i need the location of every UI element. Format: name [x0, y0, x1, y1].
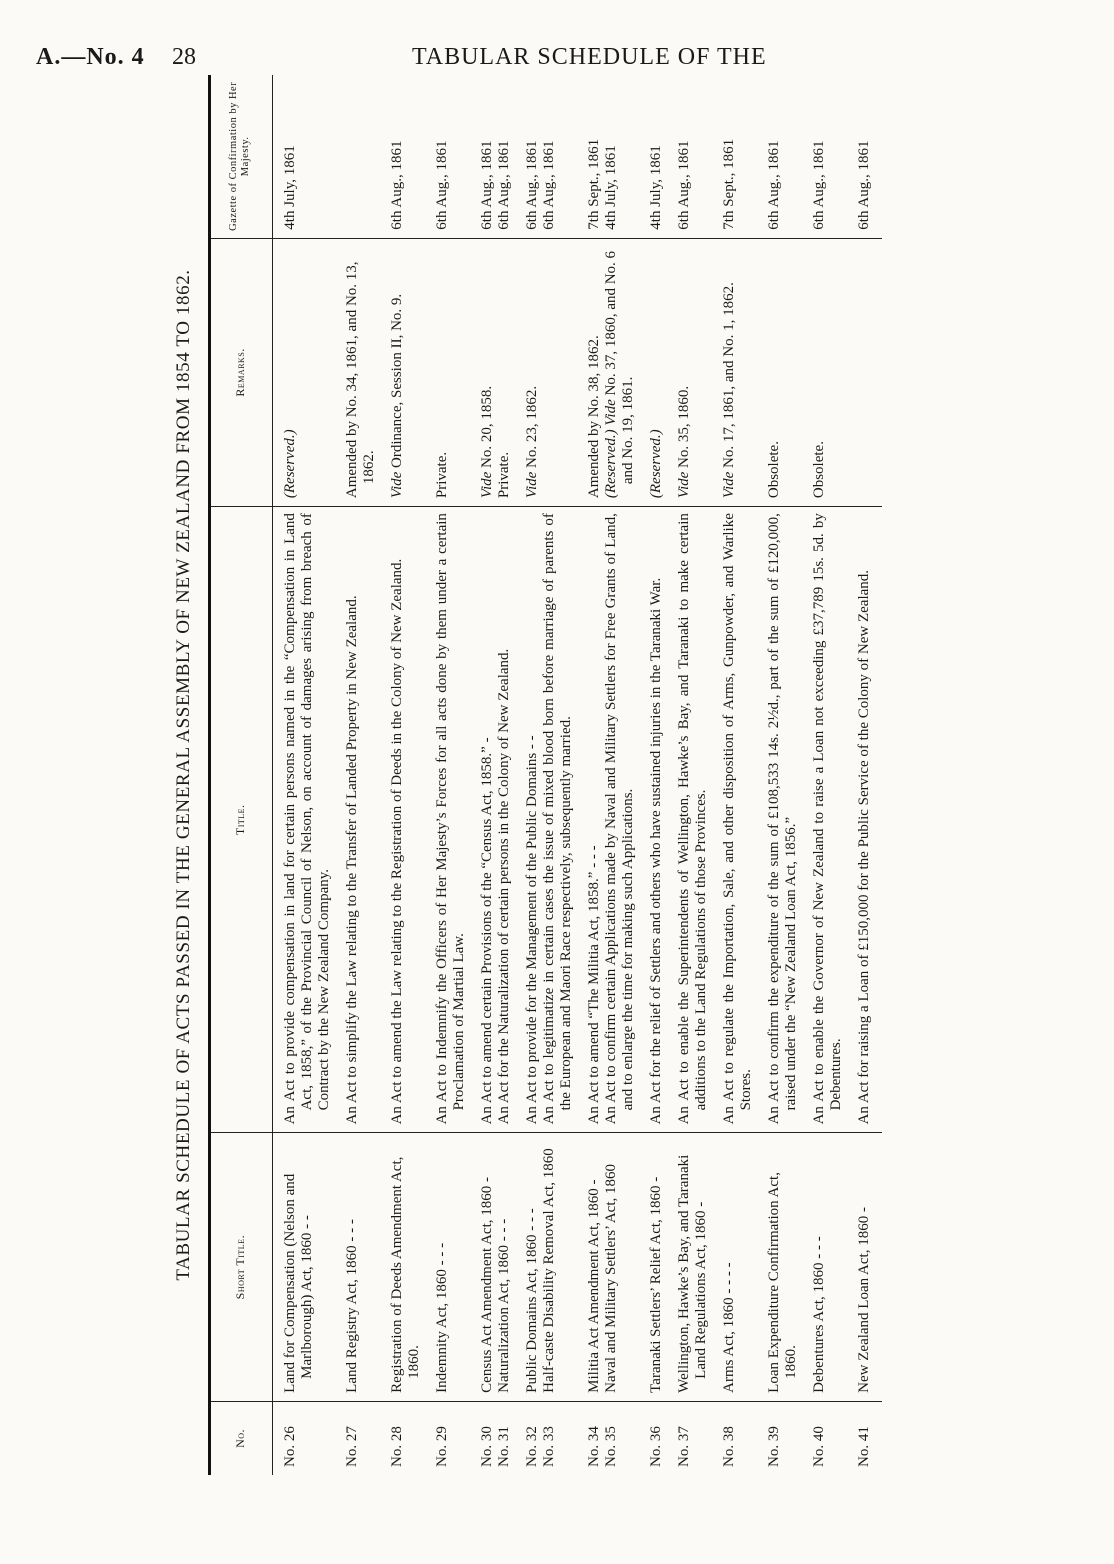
act-gazette-date-cell [674, 75, 719, 238]
act-remarks: Vide No. 23, 1862. [524, 385, 540, 499]
act-title: An Act for the relief of Settlers and others who have sustained injuries in the Taranaki War. [648, 577, 664, 1125]
act-title-cell [809, 507, 854, 1133]
act-title: An Act for raising a Loan of £150,000 for the Public Service of the Colony of New Zealand. [856, 569, 872, 1125]
column-header-gazette: Gazette of Confirmation by Her Majesty. [208, 75, 273, 238]
act-remarks-cell [342, 238, 387, 506]
act-title-cell [764, 507, 809, 1133]
act-gazette-date: 6th Aug., 1861 [496, 140, 512, 230]
page-number: 28 [172, 44, 196, 70]
act-short-title-cell [342, 1133, 387, 1401]
act-remarks-cell [809, 238, 854, 506]
act-number: No. 41 [856, 1426, 872, 1467]
acts-schedule-table [208, 75, 882, 1475]
table-row [432, 75, 477, 1475]
column-header-short-title: Short Title. [208, 1133, 273, 1401]
act-remarks: Amended by No. 38, 1862. [586, 335, 602, 499]
act-remarks-cell [522, 238, 584, 506]
act-title-cell [674, 507, 719, 1133]
act-title-cell [477, 507, 522, 1133]
act-gazette-date: 6th Aug., 1861 [541, 140, 557, 230]
act-remarks-cell [584, 238, 646, 506]
act-number: No. 35 [603, 1426, 619, 1467]
act-number-cell [854, 1401, 882, 1475]
act-short-title: Taranaki Settlers’ Relief Act, 1860 - [648, 1176, 664, 1393]
act-title-cell [432, 507, 477, 1133]
act-remarks: (Reserved.) [282, 429, 298, 499]
act-gazette-date: 4th July, 1861 [648, 145, 664, 230]
act-gazette-date-cell [432, 75, 477, 238]
act-number: No. 34 [586, 1426, 602, 1467]
act-short-title-cell [477, 1133, 522, 1401]
act-remarks-cell [646, 238, 674, 506]
act-gazette-date-cell [477, 75, 522, 238]
act-gazette-date-cell [273, 75, 343, 238]
table-body [273, 75, 883, 1475]
act-number-cell [522, 1401, 584, 1475]
table-row [674, 75, 719, 1475]
act-title: An Act to amend the Law relating to the Registration of Deeds in the Colony of New Zealand. [389, 558, 405, 1125]
act-number-cell [387, 1401, 432, 1475]
act-gazette-date-cell [342, 75, 387, 238]
act-number-cell [674, 1401, 719, 1475]
act-number: No. 37 [676, 1426, 692, 1467]
act-gazette-date: 6th Aug., 1861 [524, 140, 540, 230]
act-title: An Act to enable the Governor of New Zealand to raise a Loan not exceeding £37,789 15s. 5d. by Debentures. [811, 513, 844, 1125]
act-short-title-cell [764, 1133, 809, 1401]
act-short-title: Half-caste Disability Removal Act, 1860 [541, 1148, 557, 1393]
act-title-cell [584, 507, 646, 1133]
act-gazette-date-cell [387, 75, 432, 238]
act-number: No. 33 [541, 1426, 557, 1467]
act-title: An Act to enable the Superintendents of Wellington, Hawke’s Bay, and Taranaki to make certain additions to the Land Regulations of those Provinces. [676, 513, 709, 1125]
act-short-title: Militia Act Amendment Act, 1860 - [586, 1179, 602, 1393]
act-short-title: Naturalization Act, 1860 - - - [496, 1218, 512, 1393]
act-number: No. 32 [524, 1426, 540, 1467]
act-short-title: Loan Expenditure Confirmation Act, 1860. [766, 1172, 799, 1393]
act-title: An Act to Indemnify the Officers of Her Majesty’s Forces for all acts done by them under a certain Proclamation of Martial Law. [434, 513, 467, 1125]
act-title: An Act to regulate the Importation, Sale, and other disposition of Arms, Gunpowder, and Warlike Stores. [721, 513, 754, 1125]
table-row [764, 75, 809, 1475]
act-short-title-cell [387, 1133, 432, 1401]
act-number-cell [719, 1401, 764, 1475]
act-number-cell [646, 1401, 674, 1475]
act-gazette-date: 7th Sept., 1861 [586, 138, 602, 230]
act-remarks-cell [477, 238, 522, 506]
act-number: No. 26 [282, 1426, 298, 1467]
act-remarks-cell [674, 238, 719, 506]
document-reference: A.—No. 4 [36, 44, 145, 70]
act-number-cell [584, 1401, 646, 1475]
act-remarks: Vide No. 17, 1861, and No. 1, 1862. [721, 282, 737, 499]
table-row [854, 75, 882, 1475]
act-gazette-date-cell [854, 75, 882, 238]
table-header-row [208, 75, 273, 1475]
act-number: No. 30 [479, 1426, 495, 1467]
act-remarks-cell [387, 238, 432, 506]
act-short-title-cell [719, 1133, 764, 1401]
rotated-schedule [160, 75, 990, 1475]
act-short-title-cell [809, 1133, 854, 1401]
act-number: No. 29 [434, 1426, 450, 1467]
table-row [719, 75, 764, 1475]
act-remarks: Vide Ordinance, Session II, No. 9. [389, 293, 405, 499]
act-short-title-cell [432, 1133, 477, 1401]
act-title-cell [522, 507, 584, 1133]
act-number-cell [477, 1401, 522, 1475]
act-short-title: New Zealand Loan Act, 1860 - [856, 1207, 872, 1393]
act-number-cell [342, 1401, 387, 1475]
table-caption: TABULAR SCHEDULE OF ACTS PASSED IN THE GENERAL ASSEMBLY OF NEW ZEALAND FROM 1854 TO 1862. [173, 269, 194, 1281]
act-short-title-cell [674, 1133, 719, 1401]
act-number: No. 40 [811, 1426, 827, 1467]
act-remarks-cell [764, 238, 809, 506]
table-row [342, 75, 387, 1475]
act-short-title: Arms Act, 1860 - - - - [721, 1262, 737, 1393]
table-row [809, 75, 854, 1475]
act-short-title-cell [522, 1133, 584, 1401]
table-row [522, 75, 584, 1475]
act-title: An Act to provide for the Management of the Public Domains - - [524, 735, 540, 1125]
act-gazette-date-cell [584, 75, 646, 238]
act-gazette-date: 7th Sept., 1861 [721, 138, 737, 230]
act-remarks: Obsolete. [766, 441, 782, 499]
act-gazette-date: 6th Aug., 1861 [856, 140, 872, 230]
act-short-title-cell [273, 1133, 343, 1401]
act-title: An Act to amend “The Militia Act, 1858.” - - - [586, 845, 602, 1125]
act-gazette-date: 6th Aug., 1861 [811, 140, 827, 230]
act-title-cell [854, 507, 882, 1133]
act-title: An Act to legitimatize in certain cases the issue of mixed blood born before marriage of parents of the European and Maori Race respectively, subsequently married. [541, 513, 574, 1125]
act-short-title-cell [584, 1133, 646, 1401]
act-number: No. 28 [389, 1426, 405, 1467]
act-title-cell [273, 507, 343, 1133]
column-header-no: No. [208, 1401, 273, 1475]
act-gazette-date-cell [646, 75, 674, 238]
act-gazette-date: 4th July, 1861 [282, 145, 298, 230]
act-remarks: Obsolete. [811, 441, 827, 499]
act-title-cell [342, 507, 387, 1133]
act-remarks: Vide No. 20, 1858. [479, 385, 495, 499]
act-remarks-cell [719, 238, 764, 506]
act-short-title: Public Domains Act, 1860 - - - [524, 1208, 540, 1393]
act-title: An Act to provide compensation in land for certain persons named in the “Compensation in Land Act, 1858,” of the Provincial Council of Nelson, on account of damages arising from breach of Contract by the New Zealand Company. [282, 513, 332, 1125]
act-remarks: Amended by No. 34, 1861, and No. 13, 1862. [344, 261, 377, 499]
column-header-remarks: Remarks. [208, 238, 273, 506]
act-gazette-date-cell [719, 75, 764, 238]
act-remarks: (Reserved.) Vide No. 37, 1860, and No. 6 and No. 19, 1861. [603, 250, 636, 499]
act-short-title: Debentures Act, 1860 - - - [811, 1236, 827, 1393]
act-gazette-date: 6th Aug., 1861 [676, 140, 692, 230]
table-row [646, 75, 674, 1475]
running-title: TABULAR SCHEDULE OF THE [412, 44, 767, 70]
act-number: No. 36 [648, 1426, 664, 1467]
act-remarks-cell [432, 238, 477, 506]
act-title: An Act to simplify the Law relating to the Transfer of Landed Property in New Zealand. [344, 595, 360, 1125]
act-gazette-date-cell [764, 75, 809, 238]
act-short-title: Census Act Amendment Act, 1860 - [479, 1177, 495, 1393]
act-title-cell [646, 507, 674, 1133]
act-gazette-date: 4th July, 1861 [603, 145, 619, 230]
act-short-title: Land for Compensation (Nelson and Marlborough) Act, 1860 - - [282, 1173, 315, 1393]
act-short-title: Land Registry Act, 1860 - - - [344, 1219, 360, 1393]
act-gazette-date: 6th Aug., 1861 [766, 140, 782, 230]
table-row [387, 75, 432, 1475]
act-gazette-date-cell [522, 75, 584, 238]
act-number-cell [273, 1401, 343, 1475]
act-remarks: (Reserved.) [648, 429, 664, 499]
act-short-title-cell [854, 1133, 882, 1401]
act-short-title: Naval and Military Settlers’ Act, 1860 [603, 1163, 619, 1393]
act-gazette-date: 6th Aug., 1861 [389, 140, 405, 230]
act-number: No. 39 [766, 1426, 782, 1467]
act-number-cell [809, 1401, 854, 1475]
heavy-top-rule [208, 75, 211, 1475]
act-short-title: Registration of Deeds Amendment Act, 1860. [389, 1156, 422, 1393]
act-title: An Act to confirm the expenditure of the sum of £108,533 14s. 2½d., part of the sum of £120,000, raised under the “New Zealand Loan Act, 1856.” [766, 513, 799, 1125]
running-head [36, 40, 1086, 80]
act-number: No. 38 [721, 1426, 737, 1467]
act-gazette-date-cell [809, 75, 854, 238]
act-title: An Act to amend certain Provisions of the “Census Act, 1858.” - [479, 737, 495, 1125]
table-row [273, 75, 343, 1475]
act-title-cell [719, 507, 764, 1133]
table-row [584, 75, 646, 1475]
act-short-title: Indemnity Act, 1860 - - - [434, 1242, 450, 1393]
act-title: An Act to confirm certain Applications made by Naval and Military Settlers for Free Grants of Land, and to enlarge the time for making such Applications. [603, 513, 636, 1125]
act-number-cell [432, 1401, 477, 1475]
act-number-cell [764, 1401, 809, 1475]
table-row [477, 75, 522, 1475]
act-short-title-cell [646, 1133, 674, 1401]
act-number: No. 31 [496, 1426, 512, 1467]
act-title: An Act for the Naturalization of certain persons in the Colony of New Zealand. [496, 648, 512, 1125]
act-gazette-date: 6th Aug., 1861 [434, 140, 450, 230]
act-remarks: Private. [434, 451, 450, 499]
act-remarks: Vide No. 35, 1860. [676, 385, 692, 499]
column-header-title: Title. [208, 507, 273, 1133]
act-remarks: Private. [496, 451, 512, 499]
act-remarks-cell [854, 238, 882, 506]
act-remarks-cell [273, 238, 343, 506]
act-short-title: Wellington, Hawke’s Bay, and Taranaki Land Regulations Act, 1860 - [676, 1154, 709, 1393]
act-number: No. 27 [344, 1426, 360, 1467]
act-gazette-date: 6th Aug., 1861 [479, 140, 495, 230]
act-title-cell [387, 507, 432, 1133]
